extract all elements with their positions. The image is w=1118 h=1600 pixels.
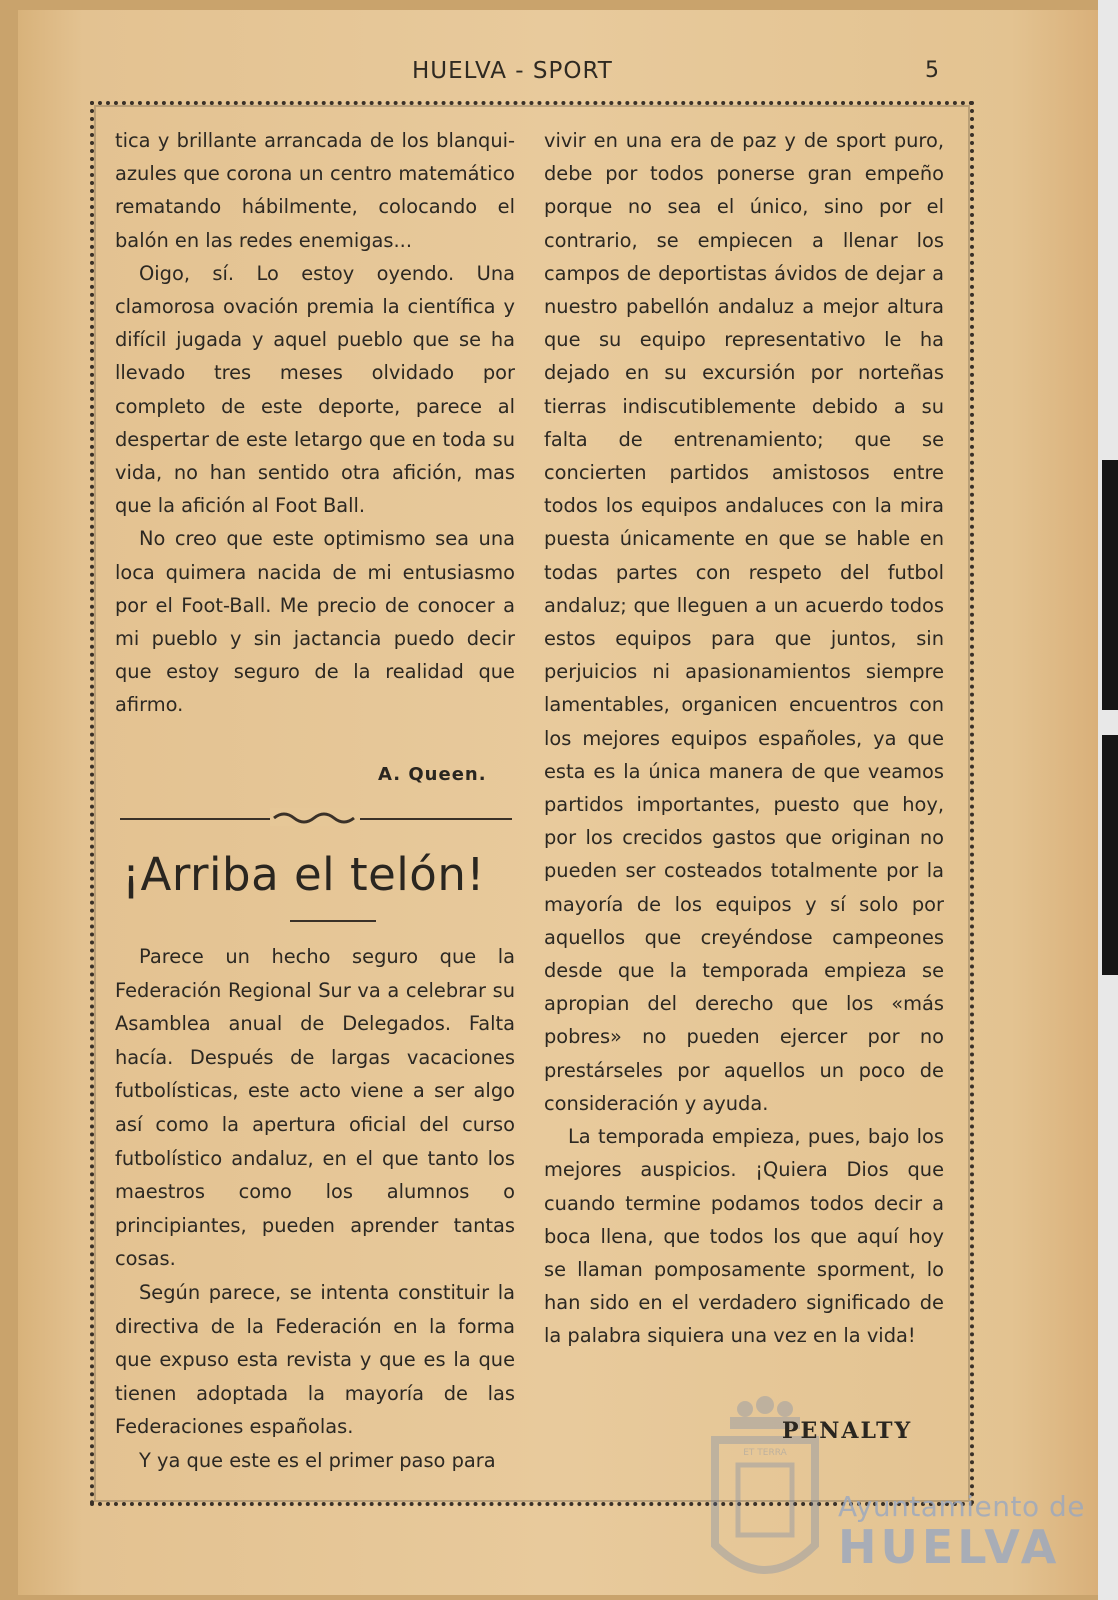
stamp-text: ET TERRA [743, 1448, 787, 1458]
watermark-line1: Ayuntamiento de [838, 1490, 1085, 1523]
left-column-continued-article [115, 124, 515, 722]
paragraph: vivir en una era de paz y de sport puro, debe por todos ponerse gran empeño porque no sea el único, sino por el contrario, se empiecen a llenar los campos de deportistas ávidos de dejar a nuestro pabellón andaluz a mejor altura que su equipo representativo le ha dejado en su excursión por norteñas tierras indiscutiblemente debido a su falta de entrenamiento; que se concierten partidos amistosos entre todos los equipos andaluces con la mira puesta únicamente en que se hable en todas partes con respeto del futbol andaluz; que lleguen a un acuerdo todos estos equipos para que juntos, sin perjuicios ni apasionamientos siempre lamentables, organicen encuentros con los mejores equipos españoles, ya que esta es la única manera de que veamos partidos importantes, puesto que hoy, por los crecidos gastos que originan no pueden ser costeados totalmente por la mayoría de los equipos y sí solo por aquellos que creyéndose campeones desde que la temporada empieza se apropian del derecho que los «más pobres» no pueden ejercer por no prestárseles por aquellos un poco de consideración y ayuda. [544, 129, 944, 1115]
paragraph: La temporada empieza, pues, bajo los mejores auspicios. ¡Quiera Dios que cuando termine podamos todos decir a boca llena, que todos los que aquí hoy se llaman pomposamente sporment, lo han sido en el verdadero significado de la palabra siquiera una vez en la vida! [544, 1125, 944, 1348]
divider-ornament [270, 808, 360, 826]
author-signature: A. Queen. [378, 764, 487, 785]
edge-dark-bar [1102, 735, 1118, 975]
paragraph: Parece un hecho seguro que la Federación Regional Sur va a celebrar su Asamblea anual de Delegados. Falta hacía. Después de largas vacaciones futbolísticas, este acto viene a ser algo así como la apertura oficial del curso futbolístico andaluz, en el que tanto los maestros como los alumnos o principiantes, pueden aprender tantas cosas. [115, 945, 515, 1271]
archive-watermark [838, 1490, 1085, 1574]
paragraph: Y ya que este es el primer paso para [139, 1448, 496, 1472]
paragraph: No creo que este optimismo sea una loca quimera nacida de mi entusiasmo por el Foot-Ball. Me precio de conocer a mi pueblo y sin jactancia puedo decir que estoy seguro de la realidad que afirmo. [115, 527, 515, 717]
article-signature: PENALTY [782, 1418, 913, 1444]
wave-ornament-icon [270, 808, 360, 826]
paragraph: Oigo, sí. Lo estoy oyendo. Una clamorosa ovación premia la científica y difícil jugada y aquel pueblo que se ha llevado tres meses olvidado por completo de este deporte, parece al despertar de este letargo que en toda su vida, no han sentido otra afición, mas que la afición al Foot Ball. [115, 261, 515, 518]
edge-dark-bar [1102, 460, 1118, 710]
article-title: ¡Arriba el telón! [122, 848, 485, 901]
title-underline [290, 920, 376, 922]
page-header [0, 58, 1118, 88]
watermark-line2: HUELVA [838, 1520, 1061, 1574]
magazine-title: HUELVA - SPORT [412, 58, 613, 84]
article-left-column [115, 940, 515, 1478]
page-number: 5 [925, 58, 939, 83]
paragraph: tica y brillante arrancada de los blanqui-azules que corona un centro matemático rematando hábilmente, colocando el balón en las redes enemigas... [115, 129, 515, 252]
article-right-column [544, 124, 944, 1353]
adjacent-page-edge [1098, 0, 1118, 1600]
paragraph: Según parece, se intenta constituir la directiva de la Federación en la forma que expuso esta revista y que es la que tienen adoptada la mayoría de las Federaciones españolas. [115, 1280, 515, 1439]
